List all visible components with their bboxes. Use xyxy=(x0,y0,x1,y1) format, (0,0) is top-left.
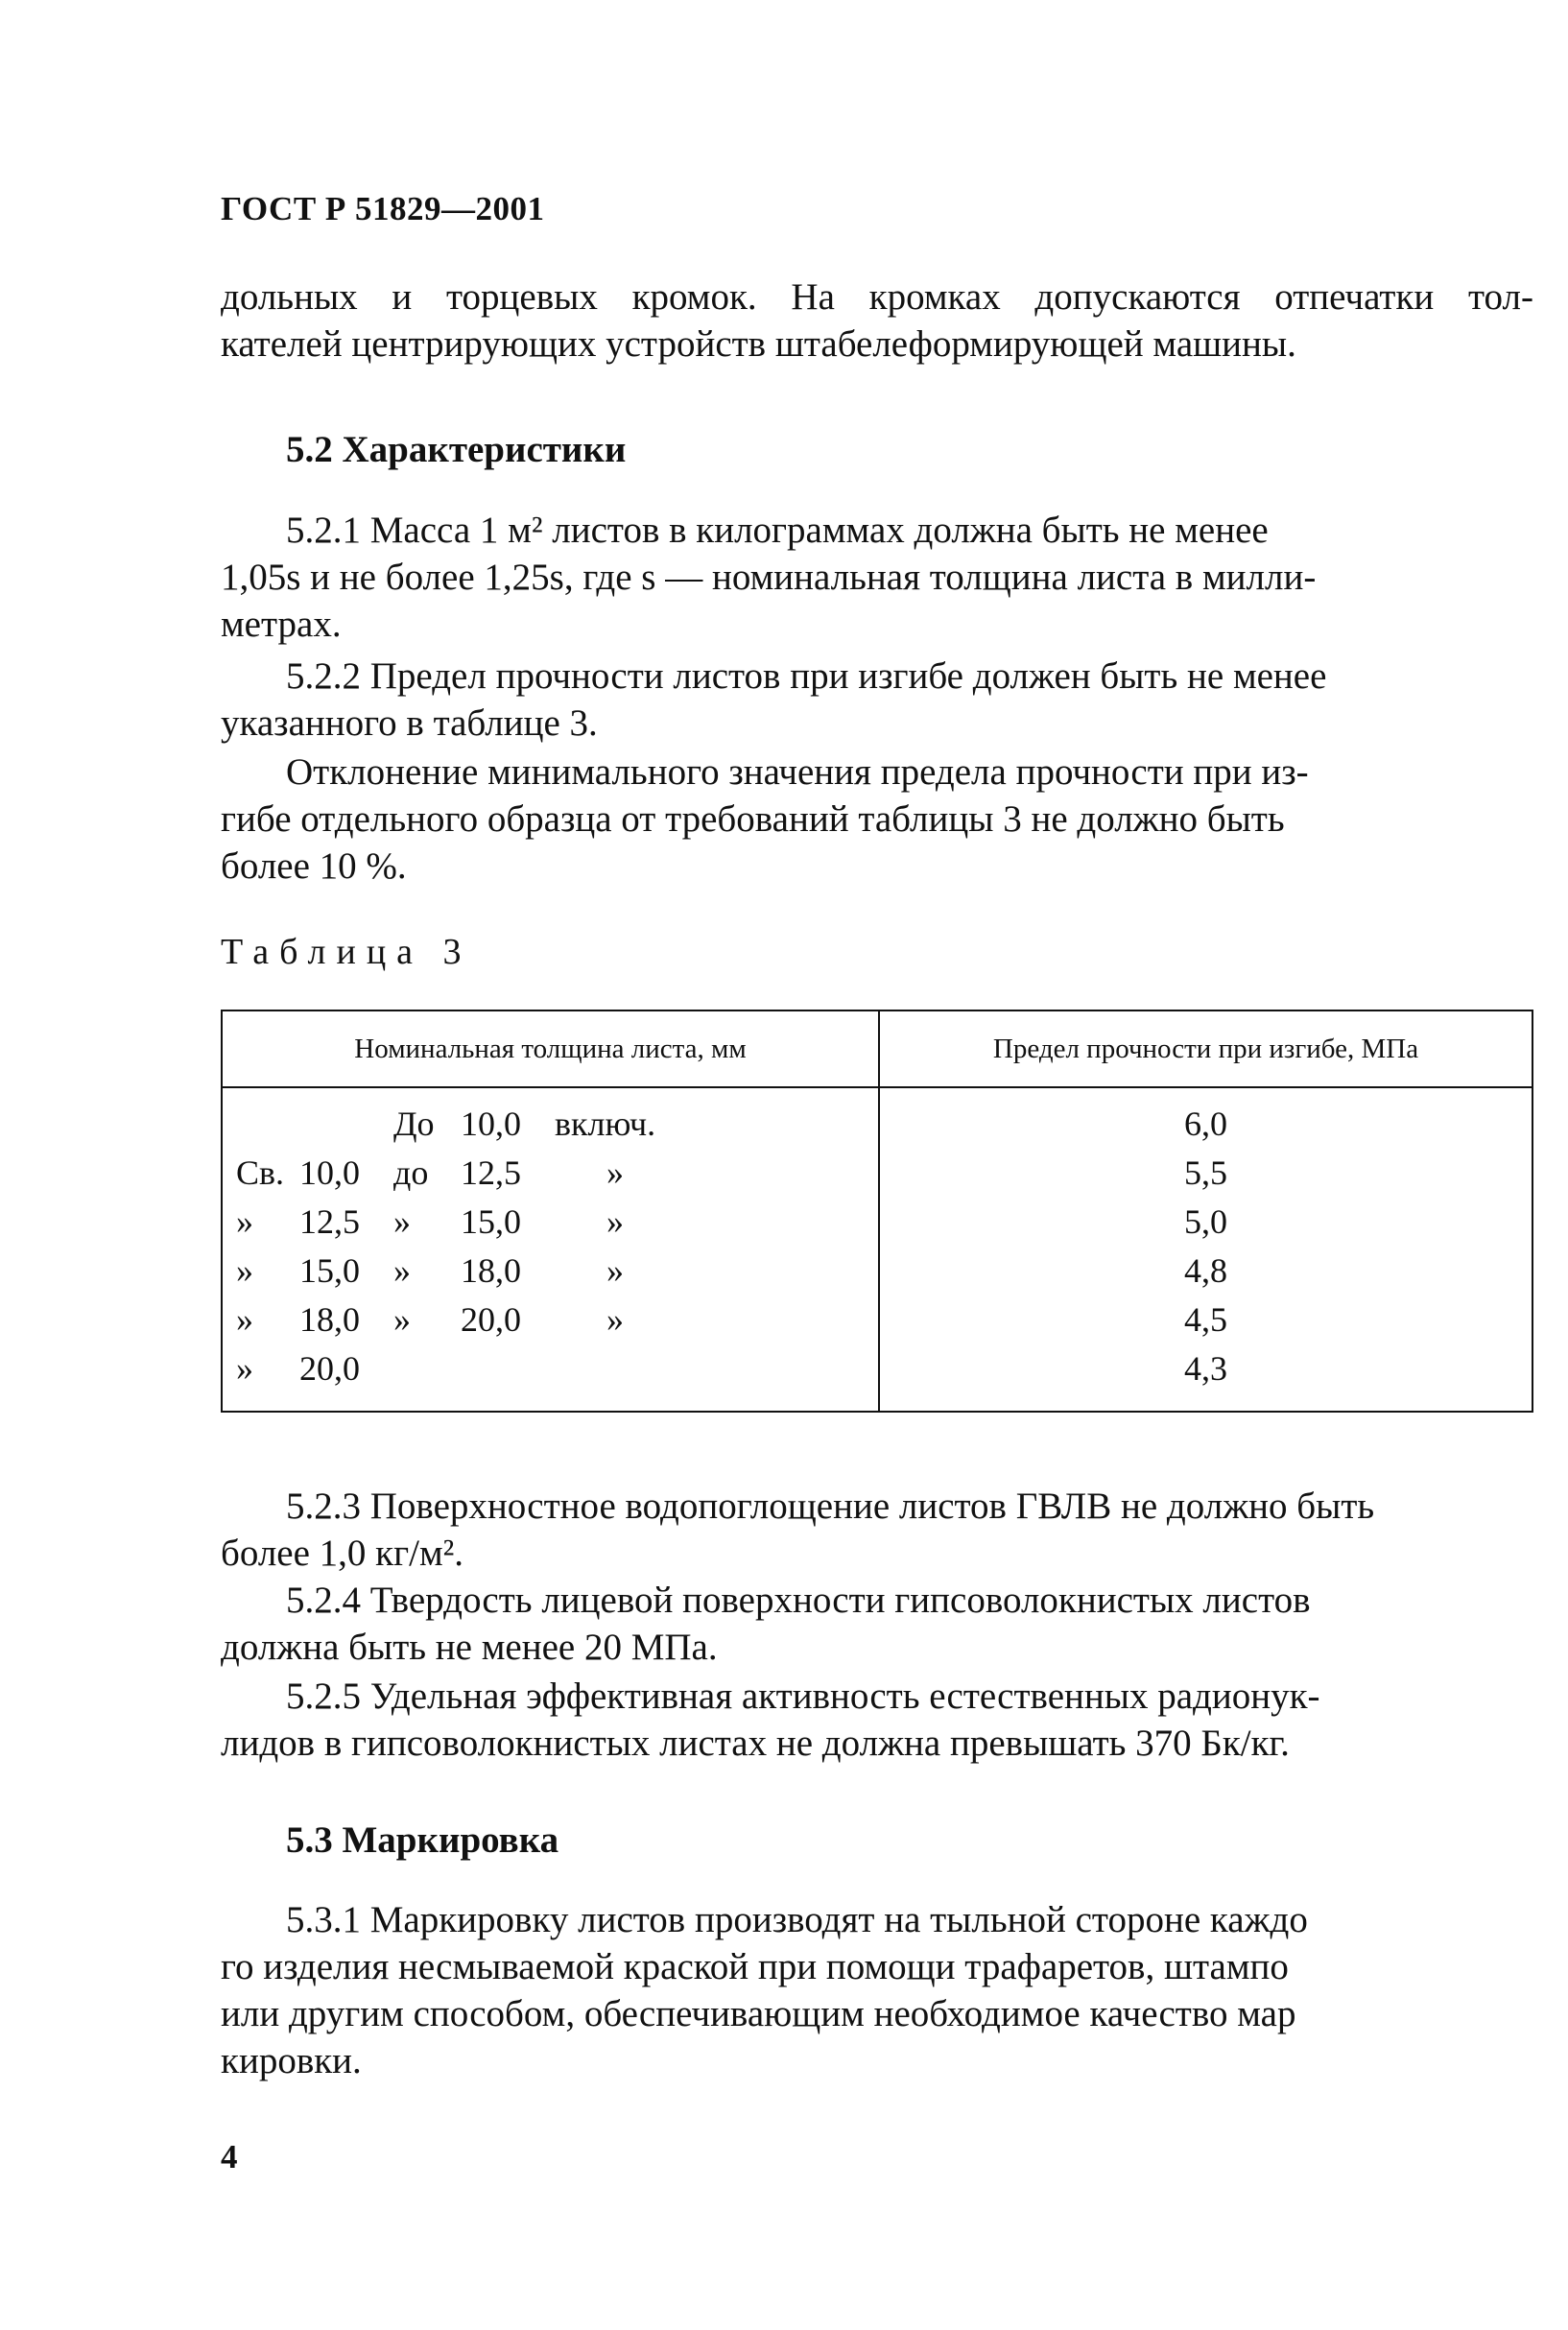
text-line: 5.2.5 Удельная эффективная активность естественных радионук- xyxy=(286,1676,1320,1717)
paragraph-deviation xyxy=(221,749,1533,890)
table-row xyxy=(223,1344,878,1393)
table-cell-value: 4,5 xyxy=(1184,1300,1227,1339)
cell-to: 20,0 xyxy=(461,1300,521,1339)
table-row xyxy=(223,1296,878,1344)
paragraph-5-2-4 xyxy=(221,1577,1533,1671)
table-header-row xyxy=(222,1010,1532,1087)
text-line: 5.2.1 Масса 1 м² листов в килограммах должна быть не менее xyxy=(286,510,1269,551)
cell-prefix: » xyxy=(236,1251,253,1290)
cell-from: 12,5 xyxy=(299,1202,360,1241)
cell-from: 10,0 xyxy=(299,1153,360,1192)
text-line: указанного в таблице 3. xyxy=(221,702,598,744)
section-heading-5-3: 5.3 Маркировка xyxy=(286,1819,559,1861)
cell-prefix: Св. xyxy=(236,1153,285,1192)
column-header-thickness: Номинальная толщина листа, мм xyxy=(222,1010,879,1087)
cell-prefix: » xyxy=(236,1202,253,1241)
table-row xyxy=(223,1247,878,1296)
cell-prefix: » xyxy=(236,1300,253,1339)
cell-suffix: » xyxy=(606,1300,624,1339)
page-number: 4 xyxy=(221,2138,238,2175)
paragraph-5-2-1 xyxy=(221,507,1533,648)
cell-to-word: до xyxy=(393,1153,429,1192)
table-3 xyxy=(221,1010,1533,1413)
text-line: 5.2.2 Предел прочности листов при изгибе должен быть не менее xyxy=(286,655,1327,697)
cell-from: 18,0 xyxy=(299,1300,360,1339)
text-line: 5.2.4 Твердость лицевой поверхности гипсоволокнистых листов xyxy=(286,1580,1311,1621)
cell-to: 12,5 xyxy=(461,1153,521,1192)
table-caption: Таблица 3 xyxy=(221,932,472,972)
text-line: или другим способом, обеспечивающим необходимое качество мар xyxy=(221,1993,1296,2034)
paragraph-5-2-5 xyxy=(221,1673,1533,1767)
cell-value: 10,0 xyxy=(461,1105,521,1143)
table-cell-value: 5,0 xyxy=(1184,1202,1227,1241)
text-line: Отклонение минимального значения предела прочности при из- xyxy=(286,751,1309,793)
text-line: 5.2.3 Поверхностное водопоглощение листов ГВЛВ не должно быть xyxy=(286,1486,1375,1527)
section-heading-5-2: 5.2 Характеристики xyxy=(286,429,627,470)
text-line: дольных и торцевых кромок. На кромках допускаются отпечатки тол- xyxy=(221,276,1533,318)
cell-from: До xyxy=(393,1105,435,1143)
strength-column xyxy=(879,1087,1532,1412)
table-cell-value: 4,3 xyxy=(1184,1349,1227,1388)
cell-to: 18,0 xyxy=(461,1251,521,1290)
text-line: более 1,0 кг/м². xyxy=(221,1533,464,1574)
cell-suffix: » xyxy=(606,1202,624,1241)
cell-to-word: » xyxy=(393,1300,411,1339)
text-line: кировки. xyxy=(221,2040,362,2081)
cell-suffix: » xyxy=(606,1153,624,1192)
cell-to: 15,0 xyxy=(461,1202,521,1241)
cell-to-word: » xyxy=(393,1202,411,1241)
table-cell-value: 6,0 xyxy=(1184,1105,1227,1143)
text-line: 1,05s и не более 1,25s, где s — номинальная толщина листа в милли- xyxy=(221,557,1317,598)
text-line: лидов в гипсоволокнистых листах не должна превышать 370 Бк/кг. xyxy=(221,1723,1290,1764)
text-line: более 10 %. xyxy=(221,845,407,887)
text-line: кателей центрирующих устройств штабелеформирующей машины. xyxy=(221,323,1296,365)
table-row xyxy=(223,1149,878,1198)
cell-prefix: » xyxy=(236,1349,253,1388)
document-header: ГОСТ Р 51829—2001 xyxy=(221,190,545,227)
text-line: го изделия несмываемой краской при помощи трафаретов, штампо xyxy=(221,1946,1289,1987)
text-line: 5.3.1 Маркировку листов производят на тыльной стороне каждо xyxy=(286,1899,1308,1940)
paragraph-5-2-3 xyxy=(221,1483,1533,1577)
text-line: метрах. xyxy=(221,604,342,645)
cell-from: 20,0 xyxy=(299,1349,360,1388)
table-row xyxy=(223,1100,878,1149)
column-header-strength: Предел прочности при изгибе, МПа xyxy=(879,1010,1532,1087)
text-line: гибе отдельного образца от требований таблицы 3 не должно быть xyxy=(221,798,1285,840)
paragraph-5-3-1 xyxy=(221,1896,1533,2084)
table-cell-value: 4,8 xyxy=(1184,1251,1227,1290)
table-cell-value: 5,5 xyxy=(1184,1153,1227,1192)
cell-suffix: » xyxy=(606,1251,624,1290)
text-line: должна быть не менее 20 МПа. xyxy=(221,1627,718,1668)
thickness-column xyxy=(222,1087,879,1412)
paragraph-5-2-2 xyxy=(221,653,1533,747)
table-row xyxy=(223,1198,878,1247)
cell-to-word: » xyxy=(393,1251,411,1290)
cell-from: 15,0 xyxy=(299,1251,360,1290)
cell-suffix: включ. xyxy=(555,1105,656,1143)
intro-paragraph xyxy=(221,273,1533,368)
